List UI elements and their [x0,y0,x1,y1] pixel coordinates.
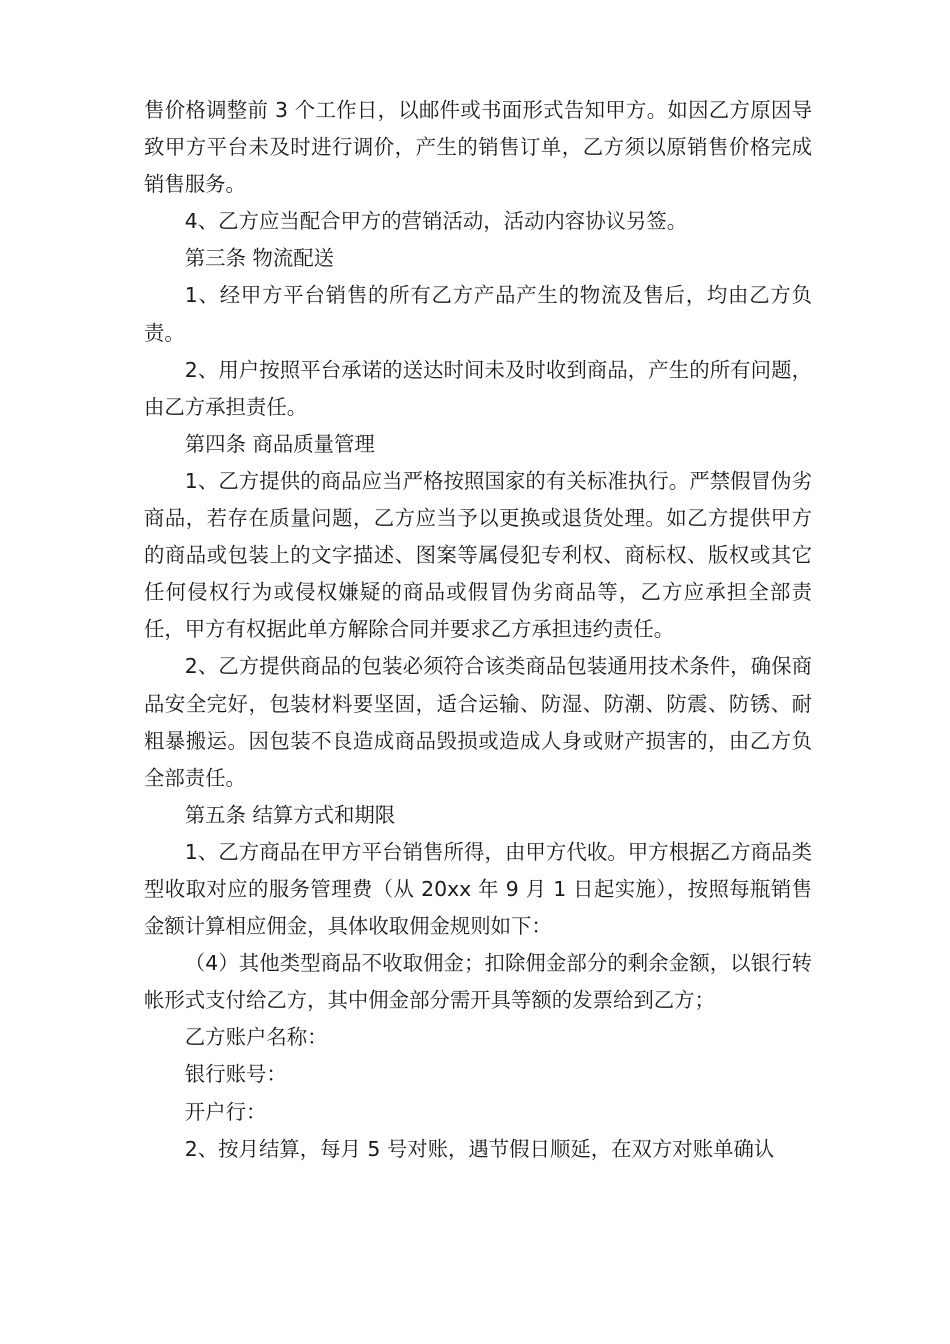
paragraph-settlement-2: 2、按月结算，每月 5 号对账，遇节假日顺延，在双方对账单确认 [184,1136,775,1161]
field-bank-account: 银行账号： [184,1062,287,1087]
paragraph-logistics-2: 2、用户按照平台承诺的送达时间未及时收到商品，产生的所有问题，由乙方承担责任。 [144,357,812,419]
field-account-name: 乙方账户名称： [184,1025,328,1050]
paragraph-settlement-1: 1、乙方商品在甲方平台销售所得，由甲方代收。甲方根据乙方商品类型收取对应的服务管理费（从 20xx 年 9 月 1 日起实施），按照每瓶销售金额计算相应佣金，具体收取佣金规则如下： [144,839,812,939]
field-opening-bank: 开户行： [184,1099,267,1124]
paragraph-logistics-1: 1、经甲方平台销售的所有乙方产品产生的物流及售后，均由乙方负责。 [144,283,812,345]
document-body [144,92,812,1168]
paragraph-quality-2: 2、乙方提供商品的包装必须符合该类商品包装通用技术条件，确保商品安全完好，包装材料要坚固，适合运输、防湿、防潮、防震、防锈、耐粗暴搬运。因包装不良造成商品毁损或造成人身或财产损害的，由乙方负全部责任。 [144,654,812,790]
heading-article-3: 第三条 物流配送 [184,246,335,271]
paragraph-commission-4: （4）其他类型商品不收取佣金；扣除佣金部分的剩余金额，以银行转帐形式支付给乙方，其中佣金部分需开具等额的发票给到乙方； [144,951,812,1013]
paragraph-price-adjustment: 售价格调整前 3 个工作日，以邮件或书面形式告知甲方。如因乙方原因导致甲方平台未及时进行调价，产生的销售订单，乙方须以原销售价格完成销售服务。 [144,98,812,197]
heading-article-4: 第四条 商品质量管理 [184,431,375,456]
paragraph-quality-1: 1、乙方提供的商品应当严格按照国家的有关标准执行。严禁假冒伪劣商品，若存在质量问题，乙方应当予以更换或退货处理。如乙方提供甲方的商品或包装上的文字描述、图案等属侵犯专利权、商标权、版权或其它任何侵权行为或侵权嫌疑的商品或假冒伪劣商品等，乙方应承担全部责任，甲方有权据此单方解除合同并要求乙方承担违约责任。 [144,468,812,642]
paragraph-marketing: 4、乙方应当配合甲方的营销活动，活动内容协议另签。 [184,209,688,234]
heading-article-5: 第五条 结算方式和期限 [184,802,396,827]
